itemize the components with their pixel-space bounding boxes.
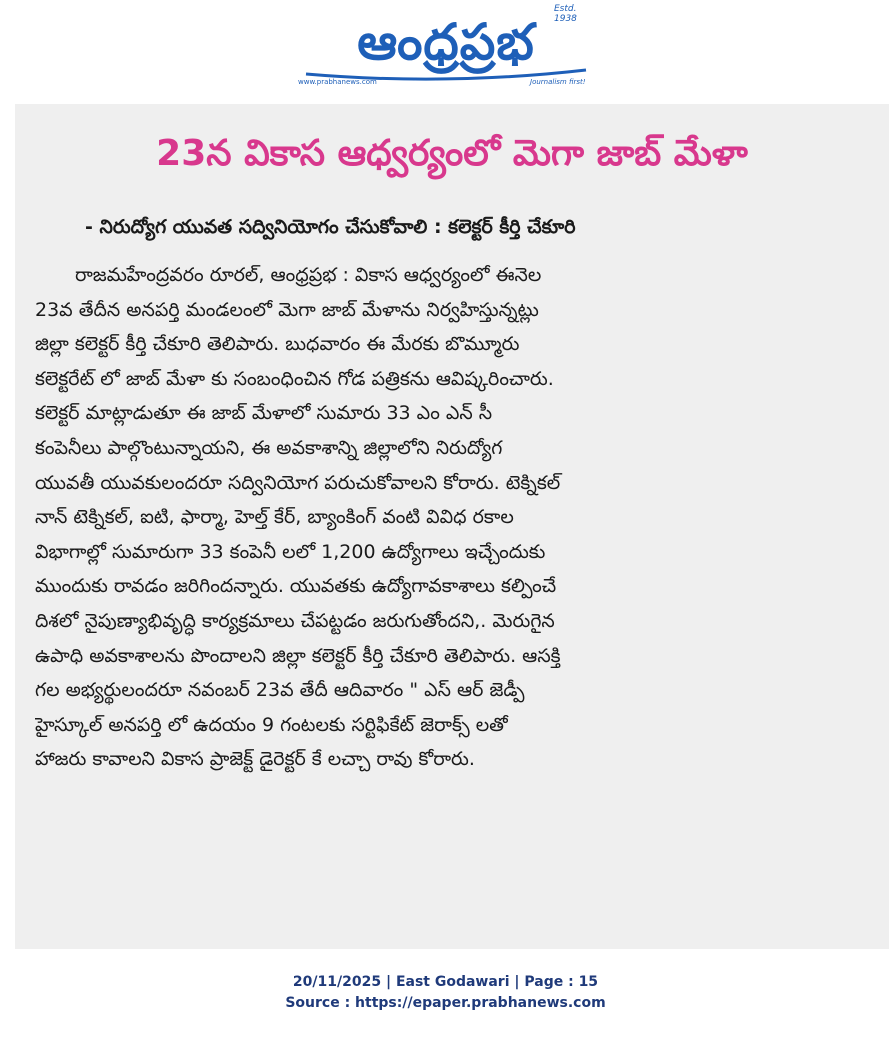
body-line: నాన్ టెక్నికల్, ఐటి, ఫార్మా, హెల్త్ కేర్, బ్యాంకింగ్ వంటి వివిధ రకాల: [35, 506, 514, 529]
body-line: 23వ తేదీన అనపర్తి మండలంలో మెగా జాబ్ మేళాను నిర్వహిస్తున్నట్లు: [35, 298, 539, 321]
body-line: హాజరు కావాలని వికాస ప్రాజెక్ట్ డైరెక్టర్ కే లచ్చా రావు కోరారు.: [35, 748, 475, 771]
body-line: గల అభ్యర్థులందరూ నవంబర్ 23వ తేదీ ఆదివారం " ఎస్ ఆర్ జెడ్పీ: [35, 679, 525, 702]
body-line: జిల్లా కలెక్టర్ కీర్తి చేకూరి తెలిపారు. బుధవారం ఈ మేరకు బొమ్మూరు: [35, 333, 520, 356]
body-line: రాజమహేంద్రవరం రూరల్, ఆంధ్రప్రభ : వికాస ఆధ్వర్యంలో ఈనెల: [75, 264, 542, 286]
body-line: కలెక్టర్ మాట్లాడుతూ ఈ జాబ్ మేళాలో సుమారు 33 ఎం ఎన్ సీ: [35, 402, 493, 425]
logo-text: ఆంధ్రప్రభ: [357, 13, 535, 71]
body-line: దిశలో నైపుణ్యాభివృద్ధి కార్యక్రమాలు చేపట్టడం జరుగుతోందని,. మెరుగైన: [35, 609, 555, 632]
established-label: Estd. 1938: [554, 4, 577, 24]
tagline-label: Journalism first!: [530, 78, 586, 86]
footer-date-line: 20/11/2025 | East Godawari | Page : 15: [292, 974, 599, 990]
article-subheadline: - నిరుద్యోగ యువత సద్వినియోగం చేసుకోవాలి : కలెక్టర్ కీర్తి చేకూరి: [85, 216, 576, 238]
masthead: [0, 0, 891, 102]
article-clipping: [15, 104, 889, 949]
body-line: కలెక్టరేట్ లో జాబ్ మేళా కు సంబంధించిన గోడ పత్రికను ఆవిష్కరించారు.: [35, 367, 554, 390]
article-headline: 23న వికాస ఆధ్వర్యంలో మెగా జాబ్ మేళా: [156, 133, 748, 174]
newspaper-logo: [296, 4, 596, 94]
page-footer: [0, 972, 891, 1014]
website-label: www.prabhanews.com: [298, 78, 377, 86]
body-line: హైస్కూల్ అనపర్తి లో ఉదయం 9 గంటలకు సర్టిఫికేట్ జెరాక్స్ లతో: [35, 713, 508, 736]
article-body: [35, 258, 875, 777]
body-line: కంపెనీలు పాల్గొంటున్నాయని, ఈ అవకాశాన్ని జిల్లాలోని నిరుద్యోగ: [35, 436, 503, 459]
body-line: యువతీ యువకులందరూ సద్వినియోగ పరుచుకోవాలని కోరారు. టెక్నికల్: [35, 471, 561, 494]
body-line: ఉపాధి అవకాశాలను పొందాలని జిల్లా కలెక్టర్ కీర్తి చేకూరి తెలిపారు. ఆసక్తి: [35, 644, 561, 667]
body-line: ముందుకు రావడం జరిగిందన్నారు. యువతకు ఉద్యోగావకాశాలు కల్పించే: [35, 575, 557, 598]
body-line: విభాగాల్లో సుమారుగా 33 కంపెనీ లలో 1,200 ఉద్యోగాలు ఇచ్చేందుకు: [35, 540, 546, 563]
footer-source-line: Source : https://epaper.prabhanews.com: [285, 995, 606, 1011]
